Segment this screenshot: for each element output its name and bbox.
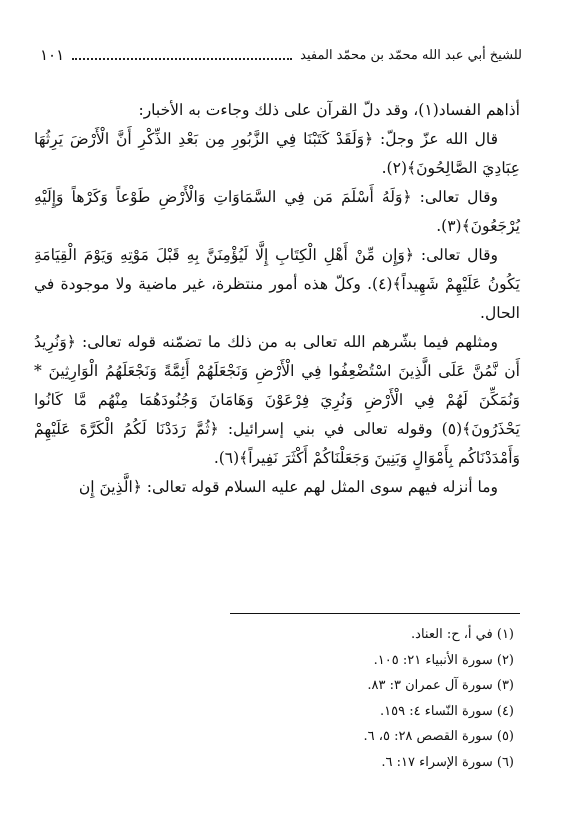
- header-title: للشيخ أبي عبد الله محمّد بن محمّد المفيد: [300, 47, 522, 63]
- paragraph: أذاهم الفساد(١)، وقد دلّ القرآن على ذلك وجاءت به الأخبار:: [138, 101, 520, 119]
- footnotes: [154, 622, 514, 775]
- page-number: ١٠١: [40, 46, 65, 64]
- paragraph: ومثلهم فيما بشّرهم الله تعالى به من ذلك ما تضمّنه قوله تعالى: ﴿وَنُرِيدُ أَن نَّمُنَّ عَلَى الَّذِينَ اسْتُضْعِفُوا فِي الْأَرْضِ وَنَجْعَلَهُمْ أَئِمَّةً وَنَجْعَلَهُمُ الْوَارِثِينَ * وَنُمَكِّنَ لَهُمْ فِي الْأَرْضِ وَنُرِيَ فِرْعَوْنَ وَهَامَانَ وَجُنُودَهُمَا مِنْهُم مَّا كَانُوا يَحْذَرُونَ﴾(٥) وقوله تعالى في بني إسرائيل: ﴿ثُمَّ رَدَدْنَا لَكُمُ الْكَرَّةَ عَلَيْهِمْ وَأَمْدَدْنَاكُم بِأَمْوَالٍ وَبَنِينَ وَجَعَلْنَاكُمْ أَكْثَرَ نَفِيراً﴾(٦).: [34, 333, 520, 467]
- footnote: (١) في أ، ح: العناد.: [411, 627, 514, 642]
- running-header: [40, 40, 522, 70]
- paragraph: وقال تعالى: ﴿وَإِن مِّنْ أَهْلِ الْكِتَابِ إِلَّا لَيُؤْمِنَنَّ بِهِ قَبْلَ مَوْتِهِ وَيَوْمَ الْقِيَامَةِ يَكُونُ عَلَيْهِمْ شَهِيداً﴾(٤). وكلّ هذه أمور منتظرة، غير ماضية ولا موجودة في الحال.: [34, 246, 520, 322]
- footnote: (٣) سورة آل عمران ٣: ٨٣.: [367, 678, 514, 693]
- footnote: (٤) سورة النّساء ٤: ١٥٩.: [380, 703, 514, 719]
- paragraph: قال الله عزّ وجلّ: ﴿وَلَقَدْ كَتَبْنَا فِي الزَّبُورِ مِن بَعْدِ الذِّكْرِ أَنَّ الْأَرْضَ يَرِثُهَا عِبَادِيَ الصَّالِحُونَ﴾(٢).: [34, 130, 520, 177]
- footnote: (٢) سورة الأنبياء ٢١: ١٠٥.: [373, 652, 514, 668]
- main-text: [34, 96, 520, 502]
- header-dotted-leader: [72, 58, 292, 60]
- footnote: (٦) سورة الإسراء ١٧: ٦.: [381, 754, 514, 770]
- paragraph: وقال تعالى: ﴿وَلَهُ أَسْلَمَ مَن فِي السَّمَاوَاتِ وَالْأَرْضِ طَوْعاً وَكَرْهاً وَإِلَيْهِ يُرْجَعُونَ﴾(٣).: [34, 188, 520, 235]
- paragraph: وما أنزله فيهم سوى المثل لهم عليه السلام قوله تعالى: ﴿الَّذِينَ إِن: [78, 478, 498, 496]
- footnote-separator: [230, 613, 520, 614]
- footnote: (٥) سورة القصص ٢٨: ٥، ٦.: [363, 729, 514, 744]
